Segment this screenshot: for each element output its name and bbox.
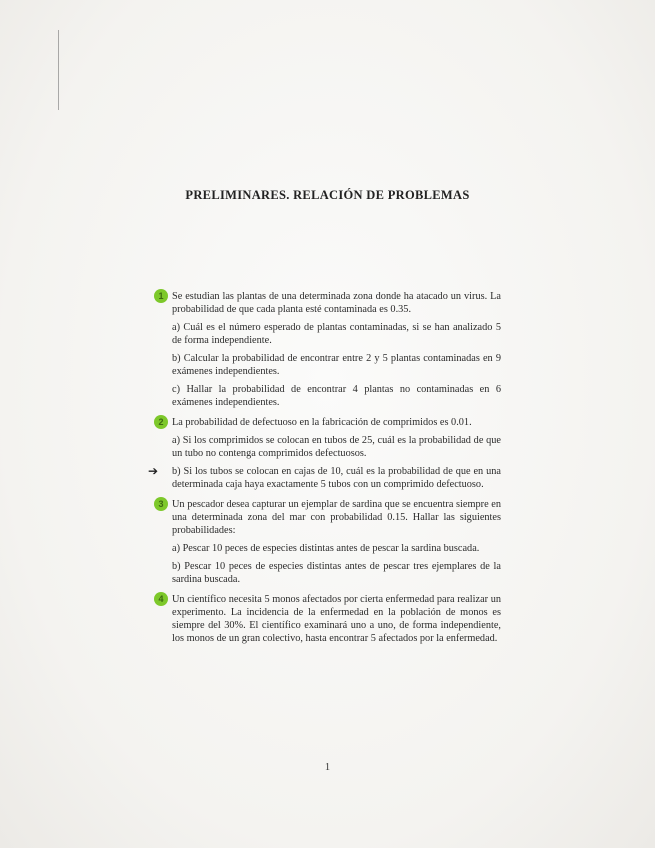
problem-4 [156,593,501,645]
problem-part: a) Pescar 10 peces de especies distintas antes de pescar la sardina buscada. [172,543,480,554]
highlight-marker-icon: 2 [154,415,168,429]
problem-3 [156,498,501,586]
problem-list [148,290,501,652]
highlight-marker-icon: 1 [154,289,168,303]
problem-part-wrapper [148,464,501,491]
page-number: 1 [324,762,331,773]
problem-part: b) Pescar 10 peces de especies distintas antes de pescar tres ejemplares de la sardina buscada. [172,561,501,585]
problem-part: a) Si los comprimidos se colocan en tubos de 25, cuál es la probabilidad de que un tubo no contenga comprimidos defectuosos. [172,435,501,459]
problem-part: b) Si los tubos se colocan en cajas de 10, cuál es la probabilidad de que en una determinada caja haya exactamente 5 tubos con un comprimido defectuoso. [172,466,501,490]
problem-part: a) Cuál es el número esperado de plantas contaminadas, si se han analizado 5 de forma independiente. [172,322,501,346]
highlight-marker-icon: 3 [154,497,168,511]
highlight-marker-icon: 4 [154,592,168,606]
problem-statement: Se estudian las plantas de una determinada zona donde ha atacado un virus. La probabilidad de que cada planta esté contaminada es 0.35. [172,291,501,315]
arrow-right-icon: ➔ [148,464,159,478]
margin-line [58,30,59,110]
problem-part: c) Hallar la probabilidad de encontrar 4 plantas no contaminadas en 6 exámenes independientes. [172,384,501,408]
problem-2 [148,416,501,491]
problem-statement: La probabilidad de defectuoso en la fabricación de comprimidos es 0.01. [172,417,472,428]
problem-1 [156,290,501,409]
problem-statement: Un científico necesita 5 monos afectados por cierta enfermedad para realizar un experimento. La incidencia de la enfermedad en la población de monos es siempre del 30%. El científico examinará uno a uno, de forma independiente, los monos de un gran colectivo, hasta encontrar 5 afectados por la enfermedad. [172,594,501,644]
problem-statement: Un pescador desea capturar un ejemplar de sardina que se encuentra siempre en una determinada zona del mar con probabilidad 0.15. Hallar las siguientes probabilidades: [172,499,501,536]
document-title: PRELIMINARES. RELACIÓN DE PROBLEMAS [185,188,470,202]
problem-part: b) Calcular la probabilidad de encontrar entre 2 y 5 plantas contaminadas en 9 exámenes independientes. [172,353,501,377]
